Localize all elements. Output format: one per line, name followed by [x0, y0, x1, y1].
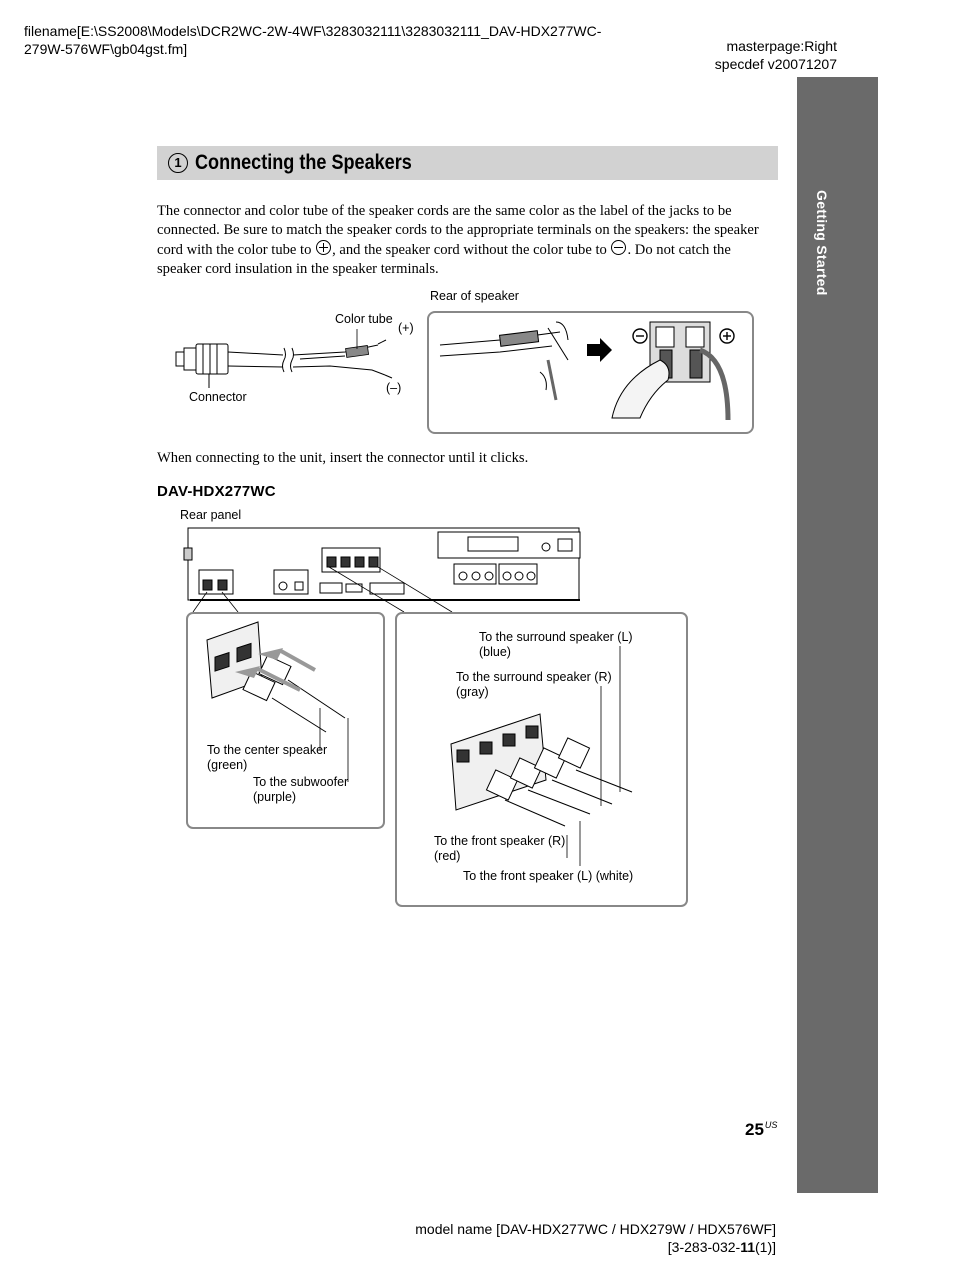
intro-paragraph: The connector and color tube of the speaker cords are the same color as the label of the jacks to be connected. Be sure to match the speaker cords to the appropriate terminals on the speakers: the speaker cord with the color tube to , and the speaker cord without the color tube to . Do not catch the speaker cord insulation in the speaker terminals.	[157, 203, 759, 277]
filename-line-1: filename[E:\SS2008\Models\DCR2WC-2W-4WF\3283032111\3283032111_DAV-HDX277WC-	[24, 23, 602, 39]
section-title: Connecting the Speakers	[195, 151, 412, 174]
footer-model-name: model name [DAV-HDX277WC / HDX279W / HDX576WF]	[415, 1221, 776, 1237]
minus-label: (–)	[386, 381, 402, 395]
model-heading: DAV-HDX277WC	[157, 483, 276, 500]
front-right-label-1: To the front speaker (R)	[434, 834, 566, 848]
rear-panel-label: Rear panel	[180, 508, 242, 522]
connector-instruction: When connecting to the unit, insert the connector until it clicks.	[157, 450, 529, 466]
center-label-2: (green)	[207, 758, 248, 772]
front-left-label: To the front speaker (L) (white)	[463, 869, 634, 883]
surround-right-label-1: To the surround speaker (R)	[456, 670, 612, 684]
unit-rear-panel	[184, 528, 580, 600]
subwoofer-label-2: (purple)	[253, 790, 297, 804]
front-right-label-2: (red)	[434, 849, 461, 863]
center-label-1: To the center speaker	[207, 743, 328, 757]
footer-part-code: [3-283-032-11(1)]	[667, 1239, 776, 1255]
surround-right-label-2: (gray)	[456, 685, 489, 699]
section-number: 1	[168, 153, 188, 173]
plus-label: (+)	[398, 321, 414, 335]
subwoofer-label-1: To the subwoofer	[253, 775, 349, 789]
surround-left-label-2: (blue)	[479, 645, 511, 659]
page-number: $25^{US}$	[745, 1120, 778, 1139]
rear-of-speaker-label: Rear of speaker	[430, 289, 519, 303]
color-tube-label: Color tube	[335, 312, 393, 326]
surround-left-label-1: To the surround speaker (L)	[479, 630, 633, 644]
specdef-label: specdef v20071207	[714, 56, 837, 72]
connector-label: Connector	[189, 390, 247, 404]
masterpage-label: masterpage:Right	[726, 38, 837, 54]
filename-line-2: 279W-576WF\gb04gst.fm]	[24, 41, 188, 57]
chapter-tab-label: Getting Started	[814, 190, 830, 296]
